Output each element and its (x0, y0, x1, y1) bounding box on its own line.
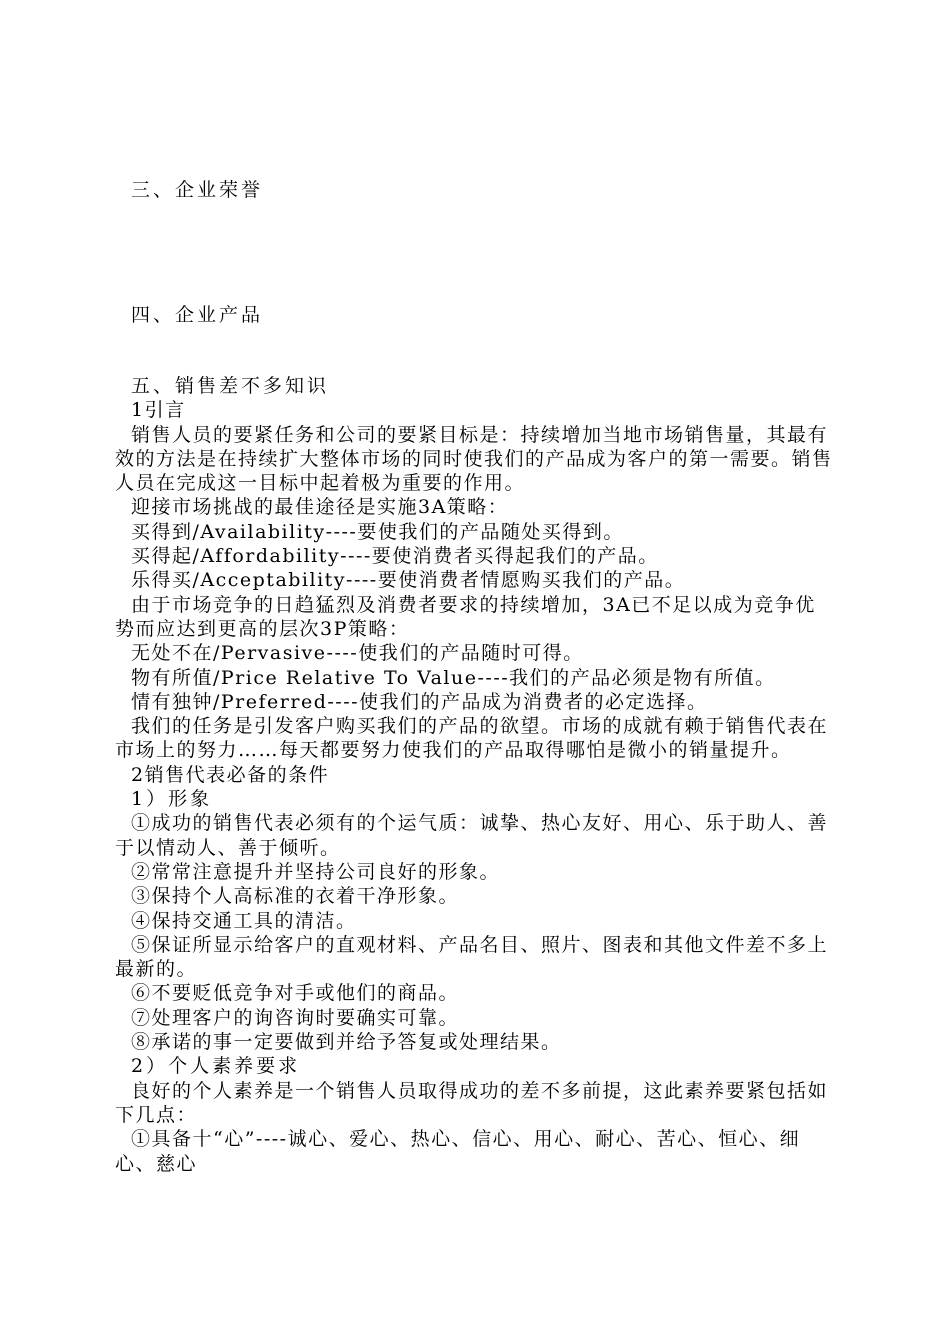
subsection-heading: 2销售代表必备的条件 (131, 763, 330, 786)
subsection-heading: 1）形象 (131, 788, 213, 811)
list-item: ③保持个人高标准的衣着干净形象。 (131, 885, 460, 908)
subsection-heading: 2）个人素养要求 (131, 1055, 301, 1078)
list-item: ②常常注意提升并坚持公司良好的形象。 (131, 860, 501, 883)
section-heading-sales-basics: 五、销售差不多知识 (131, 375, 330, 397)
list-item: 物有所值/Price Relative To Value----我们的产品必须是物有所值。 (131, 666, 776, 689)
list-item: 买得起/Affordability----要使消费者买得起我们的产品。 (131, 545, 659, 568)
paragraph: 我们的任务是引发客户购买我们的产品的欲望。市场的成就有赖于销售代表在市场上的努力……每天都要努力使我们的产品取得哪怕是微小的销量提升。 (115, 715, 829, 762)
list-item: 买得到/Availability----要使我们的产品随处买得到。 (131, 520, 624, 543)
body-text (115, 374, 835, 1176)
paragraph: 由于市场竞争的日趋猛烈及消费者要求的持续增加，3A已不足以成为竞争优势而应达到更高的层次3P策略： (115, 593, 816, 640)
section-heading-products: 四、企业产品 (131, 304, 264, 326)
list-item: ①成功的销售代表必须有的个运气质：诚挚、热心友好、用心、乐于助人、善于以情动人、善于倾听。 (115, 812, 829, 859)
list-item: ①具备十“心”----诚心、爱心、热心、信心、用心、耐心、苦心、恒心、细心、慈心 (115, 1128, 801, 1175)
list-item: ⑥不要贬低竞争对手或他们的商品。 (131, 982, 460, 1005)
section-heading-honors: 三、企业荣誉 (131, 179, 264, 201)
list-item: 无处不在/Pervasive----使我们的产品随时可得。 (131, 642, 584, 665)
subsection-heading: 1引言 (131, 399, 186, 422)
list-item: ④保持交通工具的清洁。 (131, 909, 357, 932)
paragraph: 良好的个人素养是一个销售人员取得成功的差不多前提，这此素养要紧包括如下几点： (115, 1079, 829, 1126)
list-item: ⑦处理客户的询咨询时要确实可靠。 (131, 1006, 460, 1029)
list-item: ⑤保证所显示给客户的直观材料、产品名目、照片、图表和其他文件差不多上最新的。 (115, 933, 829, 981)
list-item: 乐得买/Acceptability----要使消费者情愿购买我们的产品。 (131, 569, 686, 592)
list-item: 情有独钟/Preferred----使我们的产品成为消费者的必定选择。 (131, 690, 708, 713)
paragraph: 销售人员的要紧任务和公司的要紧目标是：持续增加当地市场销售量，其最有效的方法是在持续扩大整体市场的同时使我们的产品成为客户的第一需要。销售人员在完成这一目标中起着极为重要的作用。 (115, 423, 833, 495)
list-item: ⑧承诺的事一定要做到并给予答复或处理结果。 (131, 1031, 562, 1054)
paragraph: 迎接市场挑战的最佳途径是实施3A策略： (131, 496, 509, 519)
